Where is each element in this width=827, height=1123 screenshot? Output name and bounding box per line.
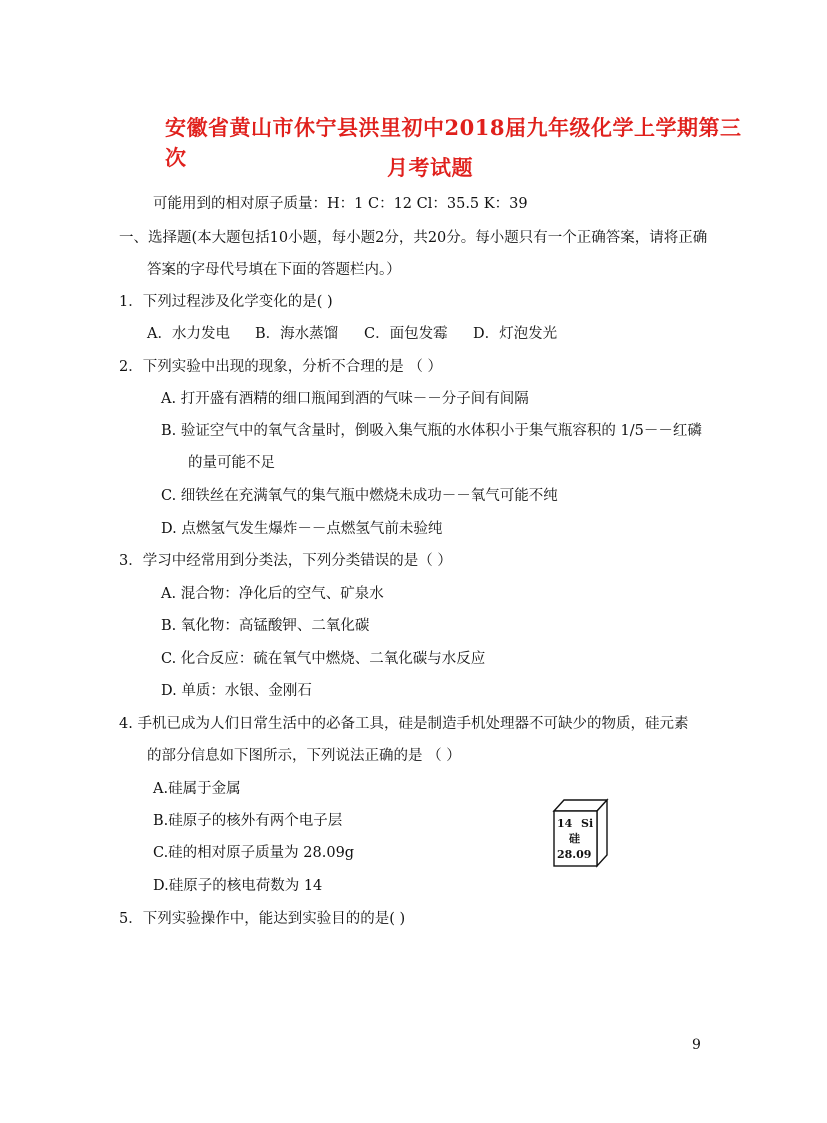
q1-stem: 1．下列过程涉及化学变化的是( ) [119, 294, 333, 310]
q2-option-b: B. 验证空气中的氧气含量时，倒吸入集气瓶的水体积小于集气瓶容积的 1/5－－红磷 [161, 423, 702, 439]
q4-option-c: C.硅的相对原子质量为 28.09g [153, 845, 355, 861]
q4-stem: 4. 手机已成为人们日常生活中的必备工具，硅是制造手机处理器不可缺少的物质，硅元素 [119, 716, 689, 732]
q1-option-d: D．灯泡发光 [473, 326, 558, 342]
q3-option-a: A. 混合物：净化后的空气、矿泉水 [161, 586, 384, 602]
q1-option-c: C．面包发霉 [364, 326, 448, 342]
element-mass: 28.09 [557, 848, 592, 861]
q3-option-d: D. 单质：水银、金刚石 [161, 683, 312, 699]
q2-option-c: C. 细铁丝在充满氧气的集气瓶中燃烧未成功－－氧气可能不纯 [161, 488, 558, 504]
q3-stem: 3．学习中经常用到分类法，下列分类错误的是（ ） [119, 553, 452, 569]
q3-option-c: C. 化合反应：硫在氧气中燃烧、二氧化碳与水反应 [161, 651, 486, 667]
q2-option-b-continued: 的量可能不足 [188, 455, 275, 471]
document-title-line2: 月考试题 [387, 155, 473, 180]
q2-option-d: D. 点燃氢气发生爆炸－－点燃氢气前未验纯 [161, 521, 443, 537]
q4-stem-continued: 的部分信息如下图所示，下列说法正确的是 （ ） [147, 748, 461, 764]
element-symbol: Si [581, 817, 594, 830]
atomic-masses: 可能用到的相对原子质量：H：1 C：12 Cl：35.5 K：39 [153, 196, 528, 212]
q2-option-a: A. 打开盛有酒精的细口瓶闻到酒的气味－－分子间有间隔 [161, 391, 529, 407]
q3-option-b: B. 氧化物：高锰酸钾、二氧化碳 [161, 618, 370, 634]
element-number: 14 [557, 817, 573, 830]
q1-option-a: A．水力发电 [147, 326, 230, 342]
q4-option-a: A.硅属于金属 [153, 781, 241, 797]
q2-stem: 2．下列实验中出现的现象，分析不合理的是 （ ） [119, 359, 442, 375]
element-name: 硅 [569, 832, 580, 845]
page-number: 9 [692, 1037, 701, 1053]
document-title-line1: 安徽省黄山市休宁县洪里初中2018届九年级化学上学期第三次 [165, 115, 742, 170]
q1-option-b: B．海水蒸馏 [255, 326, 339, 342]
q5-stem: 5．下列实验操作中，能达到实验目的的是( ) [119, 911, 406, 927]
section-heading-continued: 答案的字母代号填在下面的答题栏内。） [147, 262, 401, 278]
q4-option-b: B.硅原子的核外有两个电子层 [153, 813, 343, 829]
silicon-element-card [550, 797, 610, 869]
section-heading: 一、选择题(本大题包括10小题，每小题2分，共20分。每小题只有一个正确答案，请将正确 [119, 230, 708, 246]
q4-option-d: D.硅原子的核电荷数为 14 [153, 878, 323, 894]
